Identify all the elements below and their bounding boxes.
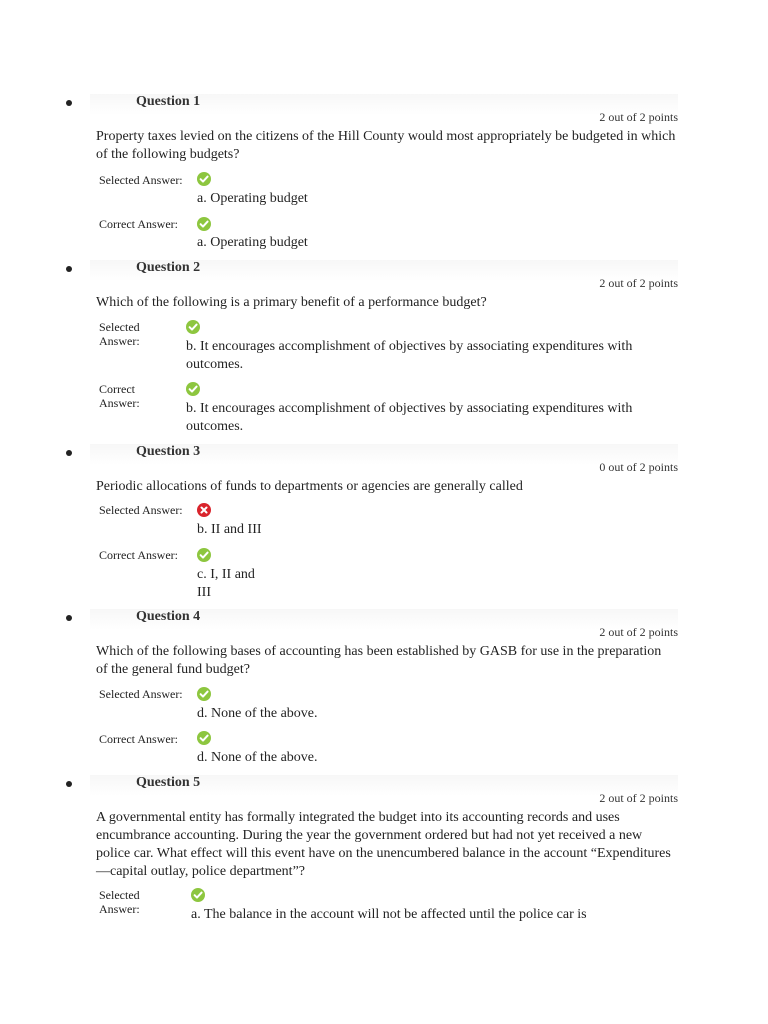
bullet-icon	[66, 266, 72, 272]
check-icon	[186, 320, 200, 334]
question-prompt: Property taxes levied on the citizens of the Hill County would most appropriately be budgeted in which of the following budgets?	[96, 129, 676, 162]
question-points: 2 out of 2 points	[599, 791, 678, 805]
question-title: Question 5	[136, 775, 201, 790]
selected-answer-label: Selected Answer:	[99, 173, 183, 187]
check-icon	[197, 731, 211, 745]
bullet-icon	[66, 781, 72, 787]
question-title: Question 3	[136, 444, 201, 459]
selected-answer-text: a. Operating budget	[197, 191, 308, 206]
correct-answer-label: Correct Answer:	[99, 382, 140, 410]
question-points: 2 out of 2 points	[599, 276, 678, 290]
selected-answer-text: d. None of the above.	[197, 706, 318, 721]
question-title: Question 2	[136, 260, 201, 275]
selected-answer-label: Selected Answer:	[99, 503, 183, 517]
correct-answer-label: Correct Answer:	[99, 217, 178, 231]
selected-answer-text: a. The balance in the account will not be affected until the police car is	[191, 907, 587, 922]
correct-answer-text: a. Operating budget	[197, 235, 308, 250]
check-icon	[197, 217, 211, 231]
selected-answer-text: b. It encourages accomplishment of objectives by associating expenditures with outcomes.	[186, 339, 633, 372]
question-prompt: Which of the following is a primary benefit of a performance budget?	[96, 295, 487, 310]
correct-answer-text: c. I, II and III	[197, 567, 255, 600]
selected-answer-label: Selected Answer:	[99, 687, 183, 701]
check-icon	[197, 687, 211, 701]
question-prompt: Which of the following bases of accounting has been established by GASB for use in the preparation of the general fund budget?	[96, 644, 662, 677]
bullet-icon	[66, 100, 72, 106]
question-points: 2 out of 2 points	[599, 110, 678, 124]
question-title: Question 4	[136, 609, 201, 624]
bullet-icon	[66, 615, 72, 621]
question-prompt: Periodic allocations of funds to departments or agencies are generally called	[96, 479, 523, 494]
question-points: 2 out of 2 points	[599, 625, 678, 639]
correct-answer-label: Correct Answer:	[99, 732, 178, 746]
cross-icon	[197, 503, 211, 517]
selected-answer-label: Selected Answer:	[99, 320, 140, 348]
correct-answer-text: b. It encourages accomplishment of objectives by associating expenditures with outcomes.	[186, 401, 633, 434]
check-icon	[186, 382, 200, 396]
check-icon	[197, 172, 211, 186]
check-icon	[191, 888, 205, 902]
bullet-icon	[66, 450, 72, 456]
selected-answer-label: Selected Answer:	[99, 888, 140, 916]
question-prompt: A governmental entity has formally integrated the budget into its accounting records and uses encumbrance accounting. During the year the government ordered but had not yet received a new police car. What effect will this event have on the unencumbered balance in the account “Expenditures—capital outlay, police department”?	[96, 810, 671, 879]
question-points: 0 out of 2 points	[599, 460, 678, 474]
check-icon	[197, 548, 211, 562]
question-title: Question 1	[136, 94, 201, 109]
correct-answer-label: Correct Answer:	[99, 548, 178, 562]
correct-answer-text: d. None of the above.	[197, 750, 318, 765]
selected-answer-text: b. II and III	[197, 522, 262, 537]
